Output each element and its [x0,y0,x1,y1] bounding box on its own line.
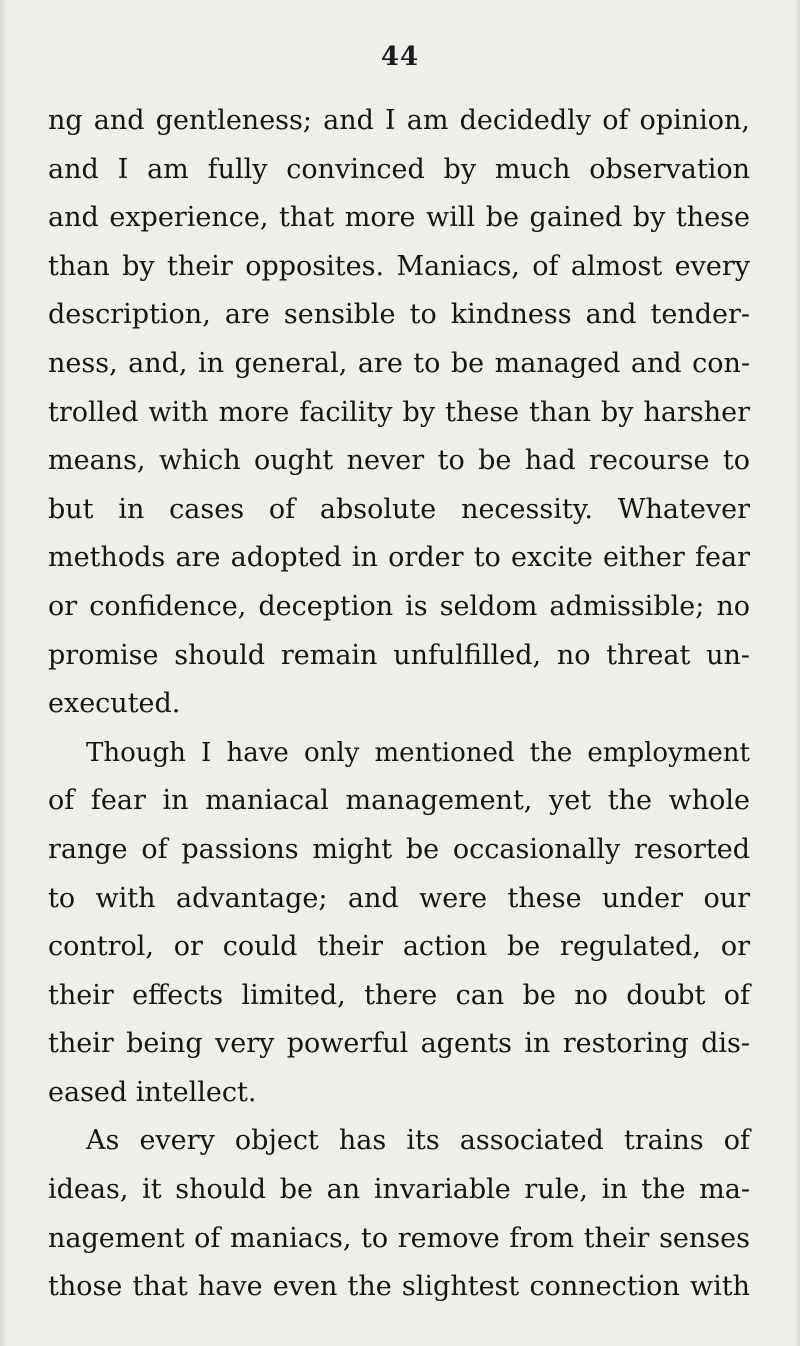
text-line: promise should remain unfulfilled, no threat un- [48,639,750,671]
page-edge-left [0,0,8,1346]
text-line: control, or could their action be regulated, or [48,931,750,963]
text-line: Though I have only mentioned the employment [86,737,750,768]
text-line: ng and gentleness; and I am decidedly of opinion, [48,105,750,136]
text-line: than by their opposites. Maniacs, of almost every [48,250,750,282]
text-line: but in cases of absolute necessity. Whatever [48,493,750,525]
page-edge-right [794,0,800,1346]
text-line: to with advantage; and were these under our [48,882,750,914]
text-line: description, are sensible to kindness and tender- [48,299,750,331]
body-text [48,97,750,1312]
text-line: ness, and, in general, are to be managed and con- [48,347,750,379]
text-line: nagement of maniacs, to remove from their senses [48,1222,750,1254]
text-line: and I am fully convinced by much observation [48,153,750,185]
text-line: trolled with more facility by these than by harsher [48,396,750,428]
text-line: eased intellect. [48,1076,257,1108]
text-line: those that have even the slightest connection with [48,1271,750,1303]
page-number: 44 [380,42,420,72]
text-line: and experience, that more will be gained by these [48,202,750,234]
text-line: their effects limited, there can be no doubt of [48,979,750,1011]
text-line: executed. [48,688,181,720]
text-line: of fear in maniacal management, yet the whole [48,785,750,817]
text-line: their being very powerful agents in restoring dis- [48,1028,750,1060]
text-line: As every object has its associated trains of [86,1125,750,1157]
text-line: or confidence, deception is seldom admissible; no [48,590,750,622]
text-line: range of passions might be occasionally resorted [48,833,750,865]
text-line: means, which ought never to be had recourse to [48,445,750,477]
text-line: ideas, it should be an invariable rule, in the ma- [48,1174,750,1206]
text-line: methods are adopted in order to excite either fear [48,542,750,574]
